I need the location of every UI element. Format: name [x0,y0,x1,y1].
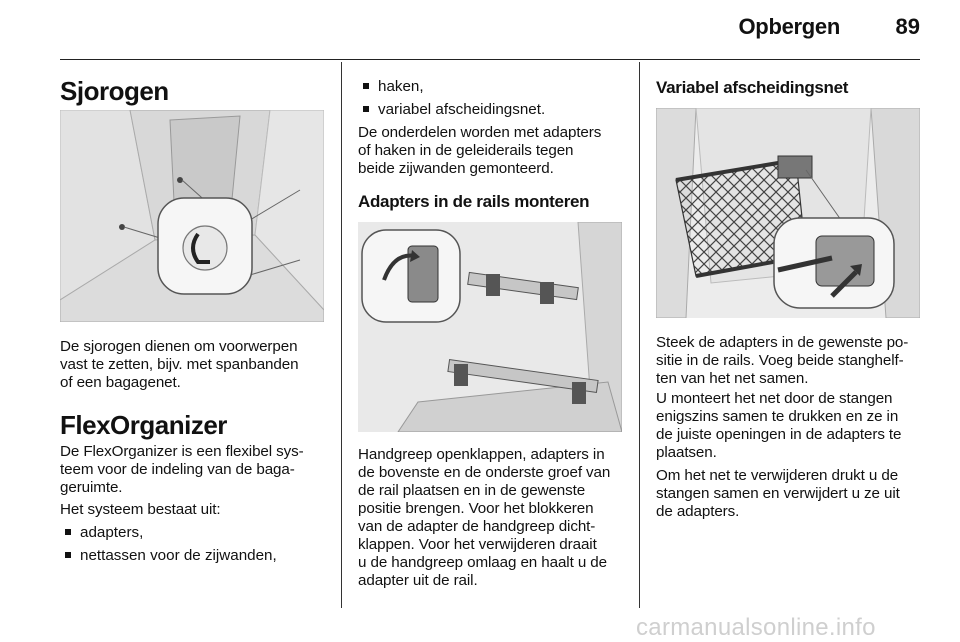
text-line: sitie in de rails. Voeg beide stanghelf- [656,352,904,369]
figure-lashing-eyes [60,110,324,322]
bullet-icon [363,106,369,112]
paragraph-net-remove [656,467,922,521]
paragraph-adapters [358,446,624,590]
text-line: ten van het net samen. [656,370,809,387]
text-line: enigszins samen te drukken en ze in [656,408,899,425]
text-line: of haken in de geleiderails tegen [358,142,574,159]
text-line: geruimte. [60,479,123,496]
text-line: of een bagagenet. [60,374,181,391]
list-item: nettassen voor de zijwanden, [60,547,277,565]
text-line: De sjorogen dienen om voorwerpen [60,338,298,355]
text-line: de adapters. [656,503,740,520]
text-line: teem voor de indeling van de baga- [60,461,295,478]
text-line: plaatsen. [656,444,717,461]
bullet-icon [65,552,71,558]
text-line: van de adapter de handgreep dicht- [358,518,596,535]
paragraph-flexorganizer [60,443,324,497]
text-line: U monteert het net door de stangen [656,390,893,407]
page-number: 89 [895,14,920,39]
text-line: klappen. Voor het verwijderen draait [358,536,597,553]
text-line: u de handgreep omlaag en haalt u de [358,554,607,571]
text-line: Handgreep openklappen, adapters in [358,446,605,463]
running-header-title: Opbergen [738,14,840,39]
text-line: beide zijwanden gemonteerd. [358,160,554,177]
list-item: variabel afscheidingsnet. [358,101,545,119]
figure-adapters-rails [358,222,622,432]
text-line: De FlexOrganizer is een flexibel sys- [60,443,304,460]
figure-separation-net [656,108,920,318]
paragraph-sjorogen [60,338,324,392]
column-divider-1 [341,62,342,608]
paragraph-system-intro: Het systeem bestaat uit: [60,501,221,518]
section-heading-adapters: Adapters in de rails monteren [358,192,590,211]
bullet-icon [363,83,369,89]
section-heading-net: Variabel afscheidingsnet [656,78,849,97]
watermark: carmanualsonline.info [636,614,876,641]
text-line: positie brengen. Voor het blokkeren [358,500,594,517]
text-line: stangen samen en verwijdert u ze uit [656,485,900,502]
paragraph-net-insert [656,334,922,388]
paragraph-mounting [358,124,624,178]
header-rule [60,59,920,60]
paragraph-net-mount [656,390,922,462]
text-line: De onderdelen worden met adapters [358,124,602,141]
list-item: haken, [358,78,424,96]
text-line: Steek de adapters in de gewenste po- [656,334,909,351]
list-item: adapters, [60,524,143,542]
text-line: de rail plaatsen en in de gewenste [358,482,586,499]
text-line: de juiste openingen in de adapters te [656,426,902,443]
text-line: vast te zetten, bijv. met spanbanden [60,356,299,373]
bullet-icon [65,529,71,535]
section-heading-sjorogen: Sjorogen [60,76,169,106]
text-line: adapter uit de rail. [358,572,478,589]
section-heading-flexorganizer: FlexOrganizer [60,410,227,440]
text-line: Om het net te verwijderen drukt u de [656,467,899,484]
column-divider-2 [639,62,640,608]
text-line: de bovenste en de onderste groef van [358,464,611,481]
